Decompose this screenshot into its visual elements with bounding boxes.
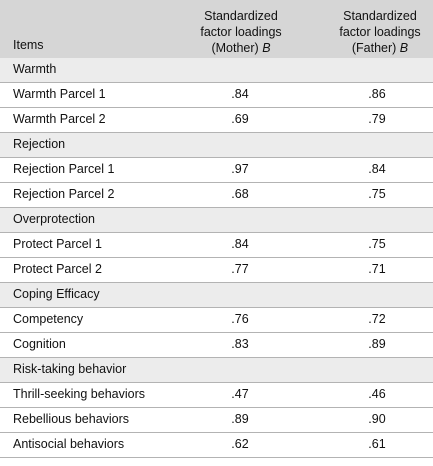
father-loading: .75: [368, 187, 386, 201]
item-label: Warmth Parcel 1: [13, 87, 106, 101]
mother-column-header: [181, 8, 301, 56]
father-header-line-1: Standardized: [343, 9, 417, 23]
table-row: [0, 433, 433, 458]
table-row: [0, 308, 433, 333]
table-row: [0, 333, 433, 358]
section-label: Risk-taking behavior: [13, 362, 127, 376]
mother-loading: .97: [231, 162, 249, 176]
section-label: Overprotection: [13, 212, 95, 226]
father-loading: .79: [368, 112, 386, 126]
father-loading: .61: [368, 437, 386, 451]
item-label: Protect Parcel 2: [13, 262, 102, 276]
father-loading: .86: [368, 87, 386, 101]
father-column-header: [320, 8, 433, 56]
item-label: Antisocial behaviors: [13, 437, 125, 451]
items-column-header: Items: [13, 38, 44, 52]
table-row: [0, 183, 433, 208]
mother-loading: .47: [231, 387, 249, 401]
father-loading: .89: [368, 337, 386, 351]
section-label: Warmth: [13, 62, 57, 76]
table-row: [0, 408, 433, 433]
father-loading: .90: [368, 412, 386, 426]
section-row: [0, 133, 433, 158]
item-label: Rejection Parcel 1: [13, 162, 115, 176]
father-loading: .75: [368, 237, 386, 251]
mother-header-b: B: [262, 41, 271, 55]
item-label: Rejection Parcel 2: [13, 187, 115, 201]
father-header-line-3: [320, 40, 433, 56]
father-loading: .71: [368, 262, 386, 276]
mother-loading: .76: [231, 312, 249, 326]
father-loading: .72: [368, 312, 386, 326]
item-label: Thrill-seeking behaviors: [13, 387, 146, 401]
mother-loading: .84: [231, 87, 249, 101]
table-row: [0, 158, 433, 183]
mother-loading: .84: [231, 237, 249, 251]
item-label: Cognition: [13, 337, 66, 351]
section-label: Rejection: [13, 137, 66, 151]
item-label: Warmth Parcel 2: [13, 112, 106, 126]
mother-loading: .62: [231, 437, 249, 451]
item-label: Rebellious behaviors: [13, 412, 130, 426]
father-loading: .46: [368, 387, 386, 401]
table-row: [0, 108, 433, 133]
item-label: Competency: [13, 312, 84, 326]
section-row: [0, 58, 433, 83]
mother-header-parent: (Mother): [211, 41, 259, 55]
mother-loading: .77: [231, 262, 249, 276]
section-row: [0, 283, 433, 308]
father-header-parent: (Father): [351, 41, 397, 55]
section-row: [0, 358, 433, 383]
mother-header-line-1: Standardized: [204, 9, 278, 23]
table-row: [0, 383, 433, 408]
mother-loading: .68: [231, 187, 249, 201]
item-label: Protect Parcel 1: [13, 237, 102, 251]
father-header-b: B: [399, 41, 409, 55]
section-row: [0, 208, 433, 233]
father-header-line-2: factor loadings: [339, 25, 421, 39]
father-loading: .84: [368, 162, 386, 176]
mother-header-line-2: factor loadings: [200, 25, 282, 39]
mother-loading: .69: [231, 112, 249, 126]
table-header: [0, 0, 433, 59]
mother-loading: .83: [231, 337, 249, 351]
section-label: Coping Efficacy: [13, 287, 100, 301]
mother-header-line-3: [181, 40, 301, 56]
table-row: [0, 258, 433, 283]
mother-loading: .89: [231, 412, 249, 426]
table-row: [0, 83, 433, 108]
table-row: [0, 233, 433, 258]
